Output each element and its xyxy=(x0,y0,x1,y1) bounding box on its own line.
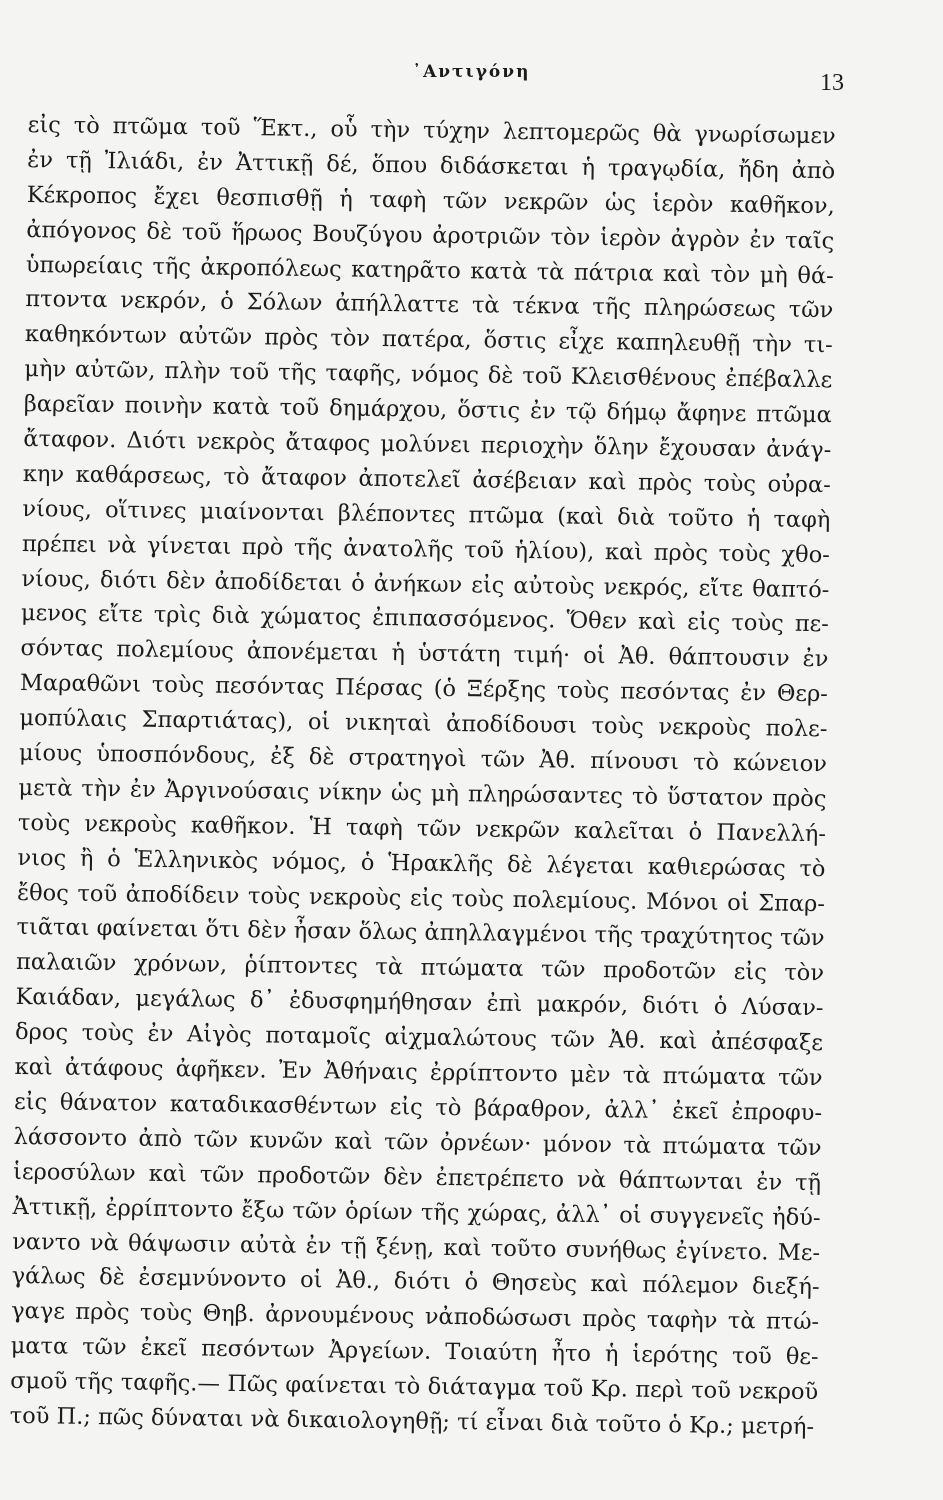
text-line: γαγε πρὸς τοὺς Θηβ. ἀρνουμένους νἀποδώσωσι πρὸς ταφὴν τὰ πτώ- xyxy=(11,1298,820,1336)
text-line: γάλως δὲ ἐσεμνύνοντο οἱ Ἀθ., διότι ὁ Θησεὺς καὶ πόλεμον διεξή- xyxy=(11,1263,820,1301)
text-line: μίους ὑποσπόνδους, ἐξ δὲ στρατηγοὶ τῶν Ἀθ. πίνουσι τὸ κώνειον xyxy=(18,739,828,778)
text-line: σόντας πολεμίους ἀπονέμεται ἡ ὑστάτη τιμή· οἱ Ἀθ. θάπτουσιν ἐν xyxy=(20,635,829,673)
text-line: μοπύλαις Σπαρτιάτας), οἱ νικηταὶ ἀποδίδουσι τοὺς νεκροὺς πολε- xyxy=(19,705,828,743)
text-line: λάσσοντο ἀπὸ τῶν κυνῶν καὶ τῶν ὀρνέων· μόνον τὰ πτώματα τῶν xyxy=(13,1123,822,1162)
text-line: ἔθος τοῦ ἀποδίδειν τοὺς νεκροὺς εἰς τοὺς πολεμίους. Μόνοι οἱ Σπαρ- xyxy=(16,879,826,917)
text-line: ἄταφον. Διότι νεκρὸς ἄταφος μολύνει περιοχὴν ὅλην ἔχουσαν ἀνάγ- xyxy=(23,425,832,464)
page-number: 13 xyxy=(820,70,844,96)
text-line: νιος ἢ ὁ Ἑλληνικὸς νόμος, ὁ Ἡρακλῆς δὲ λέγεται καθιερώσας τὸ xyxy=(17,844,826,882)
text-line: βαρεῖαν ποινὴν κατὰ τοῦ δημάρχου, ὅστις ἐν τῷ δήμῳ ἄφηνε πτῶμα xyxy=(23,391,832,429)
text-line: μενος εἴτε τρὶς διὰ χώματος ἐπιπασσόμενος. Ὅθεν καὶ εἰς τοὺς πε- xyxy=(20,600,830,638)
body-text xyxy=(9,108,835,1445)
text-line: Κέκροπος ἔχει θεσπισθῇ ἡ ταφὴ τῶν νεκρῶν ὡς ἱερὸν καθῆκον, xyxy=(26,181,835,220)
text-line: ναντο νὰ θάψωσιν αὐτὰ ἐν τῇ ξένῃ, καὶ τοῦτο συνήθως ἐγίνετο. Με- xyxy=(11,1228,821,1266)
text-line: ὑπωρείαις τῆς ἀκροπόλεως κατηρᾶτο κατὰ τὰ πάτρια καὶ τὸν μὴ θά- xyxy=(25,251,834,289)
text-line: κην καθάρσεως, τὸ ἄταφον ἀποτελεῖ ἀσέβειαν καὶ πρὸς τοὺς οὐρα- xyxy=(22,460,831,499)
text-line: ἐν τῇ Ἰλιάδι, ἐν Ἀττικῇ δέ, ὅπου διδάσκεται ἡ τραγῳδία, ἤδη ἀπὸ xyxy=(27,146,836,185)
text-line: πρέπει νὰ γίνεται πρὸ τῆς ἀνατολῆς τοῦ ἡλίου), καὶ πρὸς τοὺς χθο- xyxy=(21,530,831,568)
running-title: ᾿Αντιγόνη xyxy=(412,62,531,82)
text-line: καθηκόντων αὐτῶν πρὸς τὸν πατέρα, ὅστις εἶχε καπηλευθῇ τὴν τι- xyxy=(24,321,833,359)
text-line: τοῦ Π.; πῶς δύναται νὰ δικαιολογηθῇ; τί εἶναι διὰ τοῦτο ὁ Κρ.; μετρή- xyxy=(9,1402,815,1441)
text-line: πτοντα νεκρόν, ὁ Σόλων ἀπήλλαττε τὰ τέκνα τῆς πληρώσεως τῶν xyxy=(25,286,834,324)
text-line: εἰς θάνατον καταδικασθέντων εἰς τὸ βάραθρον, ἀλλ᾿ ἐκεῖ ἐπροφυ- xyxy=(13,1088,823,1127)
text-line: καὶ ἀτάφους ἀφῆκεν. Ἐν Ἀθήναις ἐρρίπτοντο μὲν τὰ πτώματα τῶν xyxy=(14,1053,823,1092)
text-line: παλαιῶν χρόνων, ῥίπτοντες τὰ πτώματα τῶν προδοτῶν εἰς τὸν xyxy=(15,949,825,987)
text-line: Μαραθῶνι τοὺς πεσόντας Πέρσας (ὁ Ξέρξης τοὺς πεσόντας ἐν Θερ- xyxy=(19,670,829,708)
text-line: σμοῦ τῆς ταφῆς.— Πῶς φαίνεται τὸ διάταγμα τοῦ Κρ. περὶ τοῦ νεκροῦ xyxy=(10,1367,819,1406)
text-line: ἀπόγονος δὲ τοῦ ἥρωος Βουζύγου ἀροτριῶν τὸν ἱερὸν ἀγρὸν ἐν ταῖς xyxy=(26,216,835,254)
text-line: ἱεροσύλων καὶ τῶν προδοτῶν δὲν ἐπετρέπετο νὰ θάπτωνται ἐν τῇ xyxy=(12,1158,822,1196)
text-line: εἰς τὸ πτῶμα τοῦ Ἕκτ., οὗ τὴν τύχην λεπτομερῶς θὰ γνωρίσωμεν xyxy=(27,111,836,150)
text-line: μετὰ τὴν ἐν Ἀργινούσαις νίκην ὡς μὴ πληρώσαντες τὸ ὕστατον πρὸς xyxy=(18,774,827,813)
text-line: τιᾶται φαίνεται ὅτι δὲν ἦσαν ὅλως ἀπηλλαγμένοι τῆς τραχύτητος τῶν xyxy=(16,914,825,952)
text-line: νίους, οἵτινες μιαίνονται βλέποντες πτῶμα (καὶ διὰ τοῦτο ἡ ταφὴ xyxy=(22,495,831,534)
text-line: Ἀττικῇ, ἐρρίπτοντο ἔξω τῶν ὁρίων τῆς χώρας, ἀλλ᾿ οἱ συγγενεῖς ἠδύ- xyxy=(12,1193,821,1231)
text-line: Καιάδαν, μεγάλως δ᾿ ἐδυσφημήθησαν ἐπὶ μακρόν, διότι ὁ Λύσαν- xyxy=(15,984,824,1022)
text-line: μὴν αὐτῶν, πλὴν τοῦ τῆς ταφῆς, νόμος δὲ τοῦ Κλεισθένους ἐπέβαλλε xyxy=(24,356,833,394)
text-line: ματα τῶν ἐκεῖ πεσόντων Ἀργείων. Τοιαύτη ἦτο ἡ ἱερότης τοῦ θε- xyxy=(10,1333,819,1371)
text-line: δρος τοὺς ἐν Αἰγὸς ποταμοῖς αἰχμαλώτους τῶν Ἀθ. καὶ ἀπέσφαξε xyxy=(14,1019,824,1057)
text-line: νίους, διότι δὲν ἀποδίδεται ὁ ἀνήκων εἰς αὐτοὺς νεκρός, εἴτε θαπτό- xyxy=(21,565,830,603)
text-line: τοὺς νεκροὺς καθῆκον. Ἡ ταφὴ τῶν νεκρῶν καλεῖται ὁ Πανελλή- xyxy=(17,809,827,848)
